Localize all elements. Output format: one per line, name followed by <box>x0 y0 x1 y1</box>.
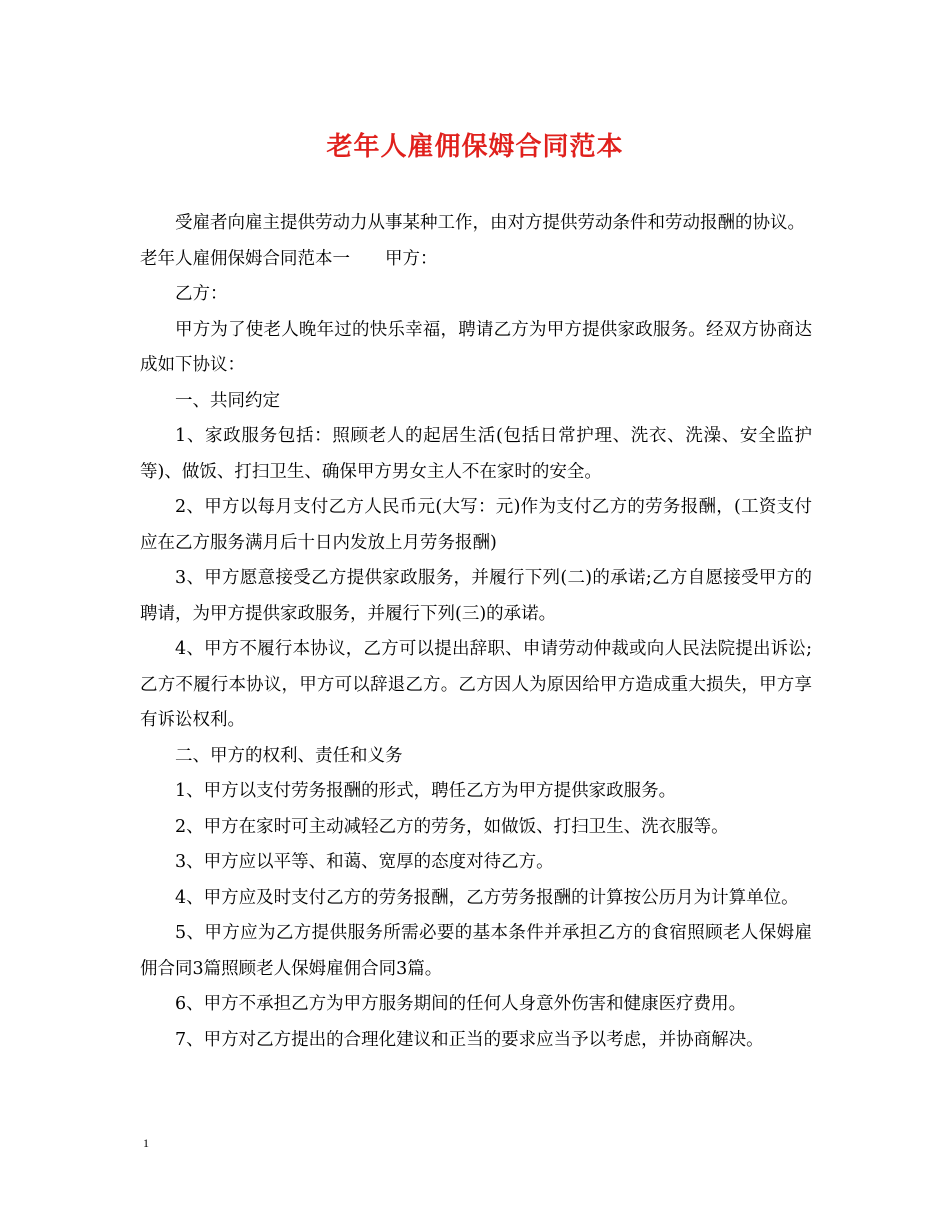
body-paragraph: 2、甲方在家时可主动减轻乙方的劳务，如做饭、打扫卫生、洗衣服等。 <box>175 816 729 837</box>
body-paragraph: 一、共同约定 <box>175 390 280 411</box>
body-paragraph: 2、甲方以每月支付乙方人民币元(大写：元)作为支付乙方的劳务报酬，(工资支付应在乙方服务满月后十日内发放上月劳务报酬) <box>140 497 812 553</box>
body-paragraph: 1、家政服务包括：照顾老人的起居生活(包括日常护理、洗衣、洗澡、安全监护等)、做饭、打扫卫生、确保甲方男女主人不在家时的安全。 <box>140 426 812 482</box>
body-paragraph: 4、甲方应及时支付乙方的劳务报酬，乙方劳务报酬的计算按公历月为计算单位。 <box>175 887 799 908</box>
document-title: 老年人雇佣保姆合同范本 <box>326 132 624 162</box>
body-paragraph: 甲方为了使老人晚年过的快乐幸福，聘请乙方为甲方提供家政服务。经双方协商达成如下协议： <box>140 319 812 375</box>
body-paragraph: 3、甲方应以平等、和蔼、宽厚的态度对待乙方。 <box>175 852 554 872</box>
page-number: 1 <box>143 1136 149 1150</box>
body-paragraph: 3、甲方愿意接受乙方提供家政服务，并履行下列(二)的承诺;乙方自愿接受甲方的聘请，为甲方提供家政服务，并履行下列(三)的承诺。 <box>140 568 812 624</box>
document-body <box>140 206 812 1058</box>
body-paragraph: 老年人雇佣保姆合同范本一 甲方： <box>140 248 438 269</box>
body-paragraph: 6、甲方不承担乙方为甲方服务期间的任何人身意外伤害和健康医疗费用。 <box>175 994 747 1014</box>
body-paragraph: 7、甲方对乙方提出的合理化建议和正当的要求应当予以考虑，并协商解决。 <box>175 1029 764 1050</box>
body-paragraph: 5、甲方应为乙方提供服务所需必要的基本条件并承担乙方的食宿照顾老人保姆雇佣合同3篇照顾老人保姆雇佣合同3篇。 <box>140 923 812 979</box>
body-paragraph: 1、甲方以支付劳务报酬的形式，聘任乙方为甲方提供家政服务。 <box>175 781 677 801</box>
body-paragraph: 乙方： <box>175 284 228 304</box>
body-paragraph: 4、甲方不履行本协议，乙方可以提出辞职、申请劳动仲裁或向人民法院提出诉讼;乙方不履行本协议，甲方可以辞退乙方。乙方因人为原因给甲方造成重大损失，甲方享有诉讼权利。 <box>140 639 812 730</box>
body-paragraph: 受雇者向雇主提供劳动力从事某种工作，由对方提供劳动条件和劳动报酬的协议。 <box>175 213 805 233</box>
body-paragraph: 二、甲方的权利、责任和义务 <box>175 745 403 766</box>
